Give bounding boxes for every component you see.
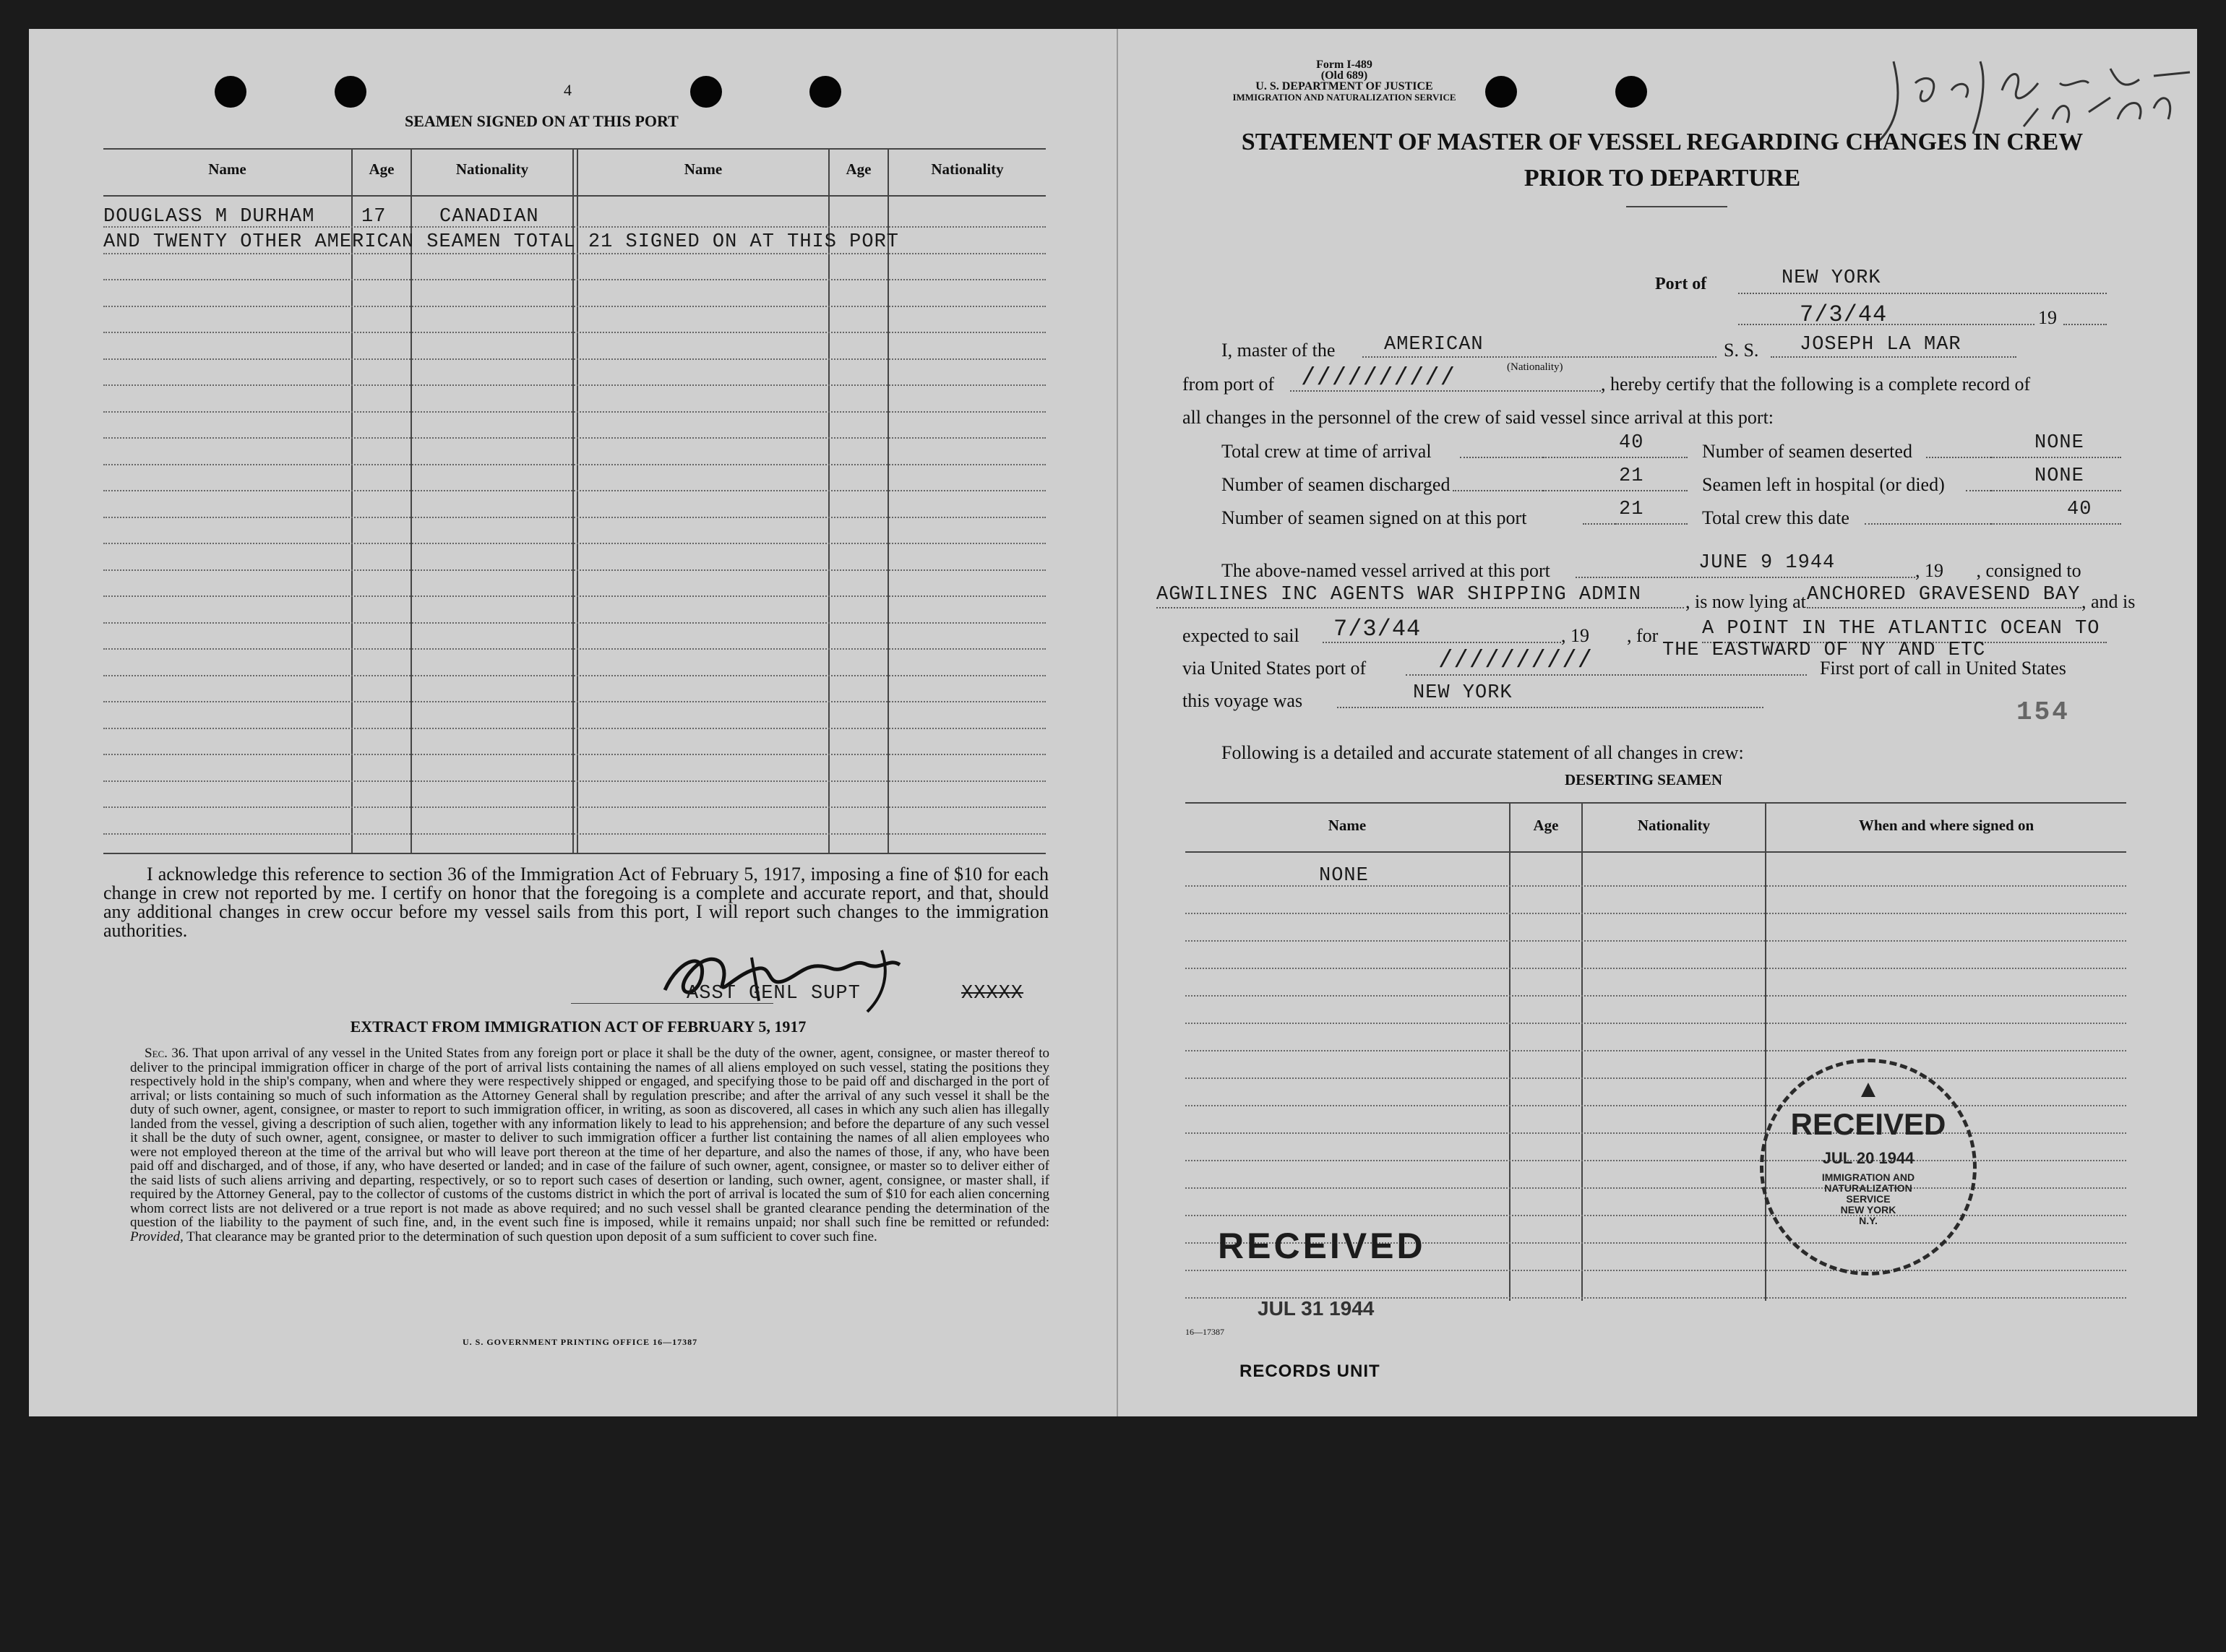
column-header-nationality: Nationality [455, 160, 529, 178]
stamp-number: 154 [2016, 697, 2070, 727]
stamp-agency-line: SERVICE [1846, 1193, 1891, 1205]
acknowledgment-text: I acknowledge this reference to section 36 of the Immigration Act of February 5, 1917, imposing a fine of $10 for each change in crew not reported by me. I certify on honor that the foregoing is a complete and accurate report, and that, should any additional changes in crew occur before my vessel sails from this port, I will report such changes to the immigration authorities. [103, 864, 1049, 941]
table-row-rule [103, 569, 1046, 571]
first-port-label: First port of call in United States [1820, 658, 2066, 679]
stamp-agency-line: NATURALIZATION [1824, 1182, 1912, 1194]
section-label: Sec. 36. [145, 1046, 189, 1061]
section-title: SEAMEN SIGNED ON AT THIS PORT [405, 112, 679, 130]
arrived-line [1576, 577, 1915, 578]
crew-name: DOUGLASS M DURHAM [103, 206, 315, 228]
leader-dots [1453, 490, 1543, 491]
deserting-header-name: Name [1328, 817, 1367, 834]
received-flat-stamp: RECEIVED [1218, 1226, 1426, 1266]
deserting-header-signed-on: When and where signed on [1858, 817, 2034, 834]
consigned-label: , 19 , consigned to [1915, 560, 2081, 581]
form-number: Form I-489 [1316, 59, 1372, 71]
deserting-header-nationality: Nationality [1637, 817, 1711, 834]
via-value: ////////// [1438, 648, 1594, 675]
received-flat-date: JUL 31 1944 [1258, 1297, 1375, 1320]
table-row-rule [103, 464, 1046, 465]
lying-label: , is now lying at [1685, 591, 1806, 612]
table-row-rule [103, 806, 1046, 808]
punch-hole [809, 76, 841, 108]
section-provided: Provided, [130, 1229, 184, 1244]
table-row-rule [1185, 995, 2126, 997]
stamp-arrow-icon: ▲ [1856, 1075, 1881, 1103]
following-text: Following is a detailed and accurate statement of all changes in crew: [1221, 742, 1744, 763]
table-row-rule [1185, 913, 2126, 914]
port-of-line [1738, 293, 2107, 294]
nationality-line [1362, 356, 1716, 358]
old-form-number: (Old 689) [1320, 69, 1368, 82]
table-row-rule [1185, 1023, 2126, 1024]
port-of-label: Port of [1655, 275, 1707, 293]
total-crew-arrival-value: 40 [1619, 432, 1644, 454]
ship-name: JOSEPH LA MAR [1800, 334, 1961, 356]
from-port-label: from port of [1182, 374, 1275, 395]
discharged-label: Number of seamen discharged [1221, 474, 1451, 495]
deserting-header-age: Age [1533, 817, 1559, 834]
lying-value: ANCHORED GRAVESEND BAY [1807, 584, 2081, 606]
master-label: I, master of the [1221, 340, 1336, 361]
column-divider [1509, 802, 1510, 1301]
table-row-rule [103, 780, 1046, 782]
deserting-table-header-rule [1185, 851, 2126, 853]
table-row-rule [103, 517, 1046, 518]
table-bottom-rule [103, 853, 1046, 854]
table-row-rule [1185, 1215, 2126, 1216]
records-unit: RECORDS UNIT [1239, 1361, 1380, 1381]
nationality-caption: (Nationality) [1507, 361, 1563, 373]
table-row-rule [103, 411, 1046, 413]
title-line-1: STATEMENT OF MASTER OF VESSEL REGARDING CHANGES IN CREW [1241, 129, 2084, 155]
total-crew-date-label: Total crew this date [1702, 507, 1849, 528]
column-header-age: Age [846, 160, 872, 178]
signature-role: XXXXX [961, 983, 1024, 1004]
leader-dots [1460, 457, 1543, 458]
deserted-label: Number of seamen deserted [1702, 441, 1912, 462]
voyage-label: this voyage was [1182, 690, 1303, 711]
voyage-line [1337, 707, 1763, 708]
total-crew-date-value: 40 [2067, 499, 2092, 520]
sail-value: 7/3/44 [1333, 616, 1422, 642]
punch-hole [690, 76, 722, 108]
total-crew-arrival-line [1543, 457, 1688, 458]
punch-hole [215, 76, 246, 108]
page-number: 4 [564, 81, 572, 99]
leader-dots [1926, 457, 1991, 458]
stamp-agency [1763, 1172, 1973, 1226]
table-row-rule [103, 306, 1046, 307]
signed-on-label: Number of seamen signed on at this port [1221, 507, 1527, 528]
date-value: 7/3/44 [1800, 301, 1888, 328]
table-row-rule [103, 701, 1046, 702]
deserting-first-entry: NONE [1319, 865, 1369, 887]
table-row-rule [103, 253, 1046, 254]
section-body: That upon arrival of any vessel in the United States from any foreign port or place it shall be the duty of the owner, agent, consignee, or master thereof to deliver to the principal immigration officer in charge of the port of arrival lists containing the names of all aliens employed on such vessel, stating the positions they respectively hold in the ship's company, when and where they were respectively shipped or engaged, and specifying those to be paid off and discharged in the port of arrival; or lists containing so much of such information as the Attorney General shall by regulation prescribe; and after the arrival of any such vessel it shall be the duty of such owner, agent, consignee, or master to report to such immigration officer, in writing, as soon as discovered, all cases in which any such alien has illegally landed from the vessel, giving a description of such alien, together with any information likely to lead to his apprehension; and before the departure of any such vessel it shall be the duty of such owner, agent, consignee, or master to deliver to such immigration officer a further list containing the names of all alien employees who were not employed thereon at the time of the arrival but who will leave port thereon at the time of her departure, and also the names of those, if any, who have been paid off and discharged, and of those, if any, who have deserted or landed; and in case of the failure of such owner, agent, consignee, or master so to deliver either of the said lists of such aliens arriving and departing, respectively, or so to report such cases of desertion or landing, such owner, agent, consignee, or master shall, if required by the Attorney General, pay to the collector of customs of the customs district in which the port of arrival is located the sum of $10 for each alien concerning whom correct lists are not delivered or a true report is not made as above required; and no such vessel shall be granted clearance pending the determination of the question of the liability to the payment of such fine, and, in the event such fine is imposed, while it remains unpaid; nor shall such fine be remitted or refunded: [130, 1046, 1049, 1230]
deserting-title: DESERTING SEAMEN [1565, 771, 1723, 788]
crew-nationality: CANADIAN [439, 206, 539, 228]
table-row-rule [103, 384, 1046, 386]
table-row-rule [103, 754, 1046, 755]
for-label: , 19 , for [1561, 625, 1659, 646]
sail-label: expected to sail [1182, 625, 1299, 646]
table-row-rule [1185, 1132, 2126, 1134]
signed-on-value: 21 [1619, 499, 1644, 520]
hospital-label: Seamen left in hospital (or died) [1702, 474, 1945, 495]
column-header-name: Name [208, 160, 246, 178]
section-36-text [130, 1046, 1049, 1244]
column-header-age: Age [369, 160, 395, 178]
leader-dots [1966, 490, 1991, 491]
form-code: 16—17387 [1185, 1327, 1224, 1337]
table-row-rule [1185, 968, 2126, 969]
table-row-rule [1185, 1077, 2126, 1079]
via-label: via United States port of [1182, 658, 1367, 679]
voyage-value: NEW YORK [1413, 682, 1513, 704]
crew-age: 17 [361, 206, 387, 228]
table-row-rule [103, 543, 1046, 544]
table-row-rule [1185, 1105, 2126, 1106]
printing-office: U. S. GOVERNMENT PRINTING OFFICE 16—17387 [463, 1337, 698, 1347]
received-round-stamp [1760, 1059, 1977, 1275]
table-row-rule [103, 332, 1046, 333]
department-name: U. S. DEPARTMENT OF JUSTICE [1255, 80, 1433, 93]
deserted-value: NONE [2034, 432, 2084, 454]
punch-hole [335, 76, 366, 108]
nationality-value: AMERICAN [1384, 334, 1484, 356]
stamp-received-text: RECEIVED [1790, 1107, 1946, 1141]
service-name: IMMIGRATION AND NATURALIZATION SERVICE [1232, 92, 1456, 103]
stamp-agency-line: IMMIGRATION AND [1821, 1171, 1915, 1183]
stamp-agency-line: NEW YORK [1840, 1204, 1896, 1216]
stamp-date: JUL 20 1944 [1822, 1149, 1915, 1167]
discharged-value: 21 [1619, 465, 1644, 487]
table-row-rule [1185, 1160, 2126, 1161]
table-top-rule [103, 148, 1046, 150]
stamp-agency-line: N.Y. [1859, 1215, 1878, 1226]
title-rule [1626, 206, 1727, 207]
table-header-rule [103, 195, 1046, 197]
certify-text-2: all changes in the personnel of the crew of said vessel since arrival at this port: [1182, 407, 1774, 428]
table-row-rule [103, 490, 1046, 491]
consignee-line [1156, 607, 1684, 608]
punch-hole [1615, 76, 1647, 108]
table-row-rule [1185, 940, 2126, 942]
destination-line-1: A POINT IN THE ATLANTIC OCEAN TO [1702, 618, 2100, 640]
page-fold [1117, 29, 1118, 1416]
table-row-rule [103, 595, 1046, 597]
certify-text: , hereby certify that the following is a complete record of [1601, 374, 2031, 395]
port-of-value: NEW YORK [1782, 267, 1881, 289]
deserting-table-top [1185, 802, 2126, 804]
table-row-rule [1185, 1187, 2126, 1189]
discharged-line [1543, 490, 1688, 491]
title-line-2: PRIOR TO DEPARTURE [1524, 165, 1801, 192]
signature-title: ASST GENL SUPT [687, 983, 861, 1004]
hospital-line [1991, 490, 2121, 491]
ship-name-line [1771, 356, 2016, 358]
extract-title: EXTRACT FROM IMMIGRATION ACT OF FEBRUARY 5, 1917 [350, 1018, 807, 1036]
crew-summary-line: AND TWENTY OTHER AMERICAN SEAMEN TOTAL 21 SIGNED ON AT THIS PORT [103, 231, 899, 253]
table-row-rule [103, 437, 1046, 439]
table-row-rule [103, 279, 1046, 280]
ss-label: S. S. [1724, 340, 1759, 361]
consignee-value: AGWILINES INC AGENTS WAR SHIPPING ADMIN [1156, 584, 1641, 606]
total-crew-arrival-label: Total crew at time of arrival [1221, 441, 1432, 462]
form-header [1185, 59, 1503, 103]
column-divider [1581, 802, 1583, 1301]
table-row-rule [103, 675, 1046, 676]
arrived-label: The above-named vessel arrived at this port [1221, 560, 1550, 581]
signed-on-line [1615, 523, 1688, 525]
column-header-name: Name [684, 160, 723, 178]
deserted-line [1991, 457, 2121, 458]
table-row-rule [103, 728, 1046, 729]
table-row-rule [103, 648, 1046, 650]
column-header-nationality: Nationality [931, 160, 1004, 178]
table-row-rule [1185, 1270, 2126, 1271]
and-is-label: , and is [2081, 591, 2136, 612]
from-port-value: ////////// [1301, 365, 1456, 392]
hospital-value: NONE [2034, 465, 2084, 487]
destination-line-2: THE EASTWARD OF NY AND ETC [1662, 640, 1986, 661]
year-line [2063, 324, 2107, 325]
leader-dots [1583, 523, 1615, 525]
form-title [1229, 124, 2096, 197]
year-prefix: 19 [2038, 307, 2057, 328]
leader-dots [1865, 523, 1991, 525]
total-crew-date-line [1991, 523, 2121, 525]
table-row-rule [103, 358, 1046, 360]
table-row-rule [103, 833, 1046, 835]
table-row-rule [1185, 1050, 2126, 1051]
table-row-rule [103, 622, 1046, 624]
arrived-value: JUNE 9 1944 [1698, 552, 1836, 574]
section-end: That clearance may be granted prior to the determination of such question upon deposit of a sum sufficient to cover such fine. [186, 1229, 877, 1244]
lying-line [1807, 607, 2081, 608]
